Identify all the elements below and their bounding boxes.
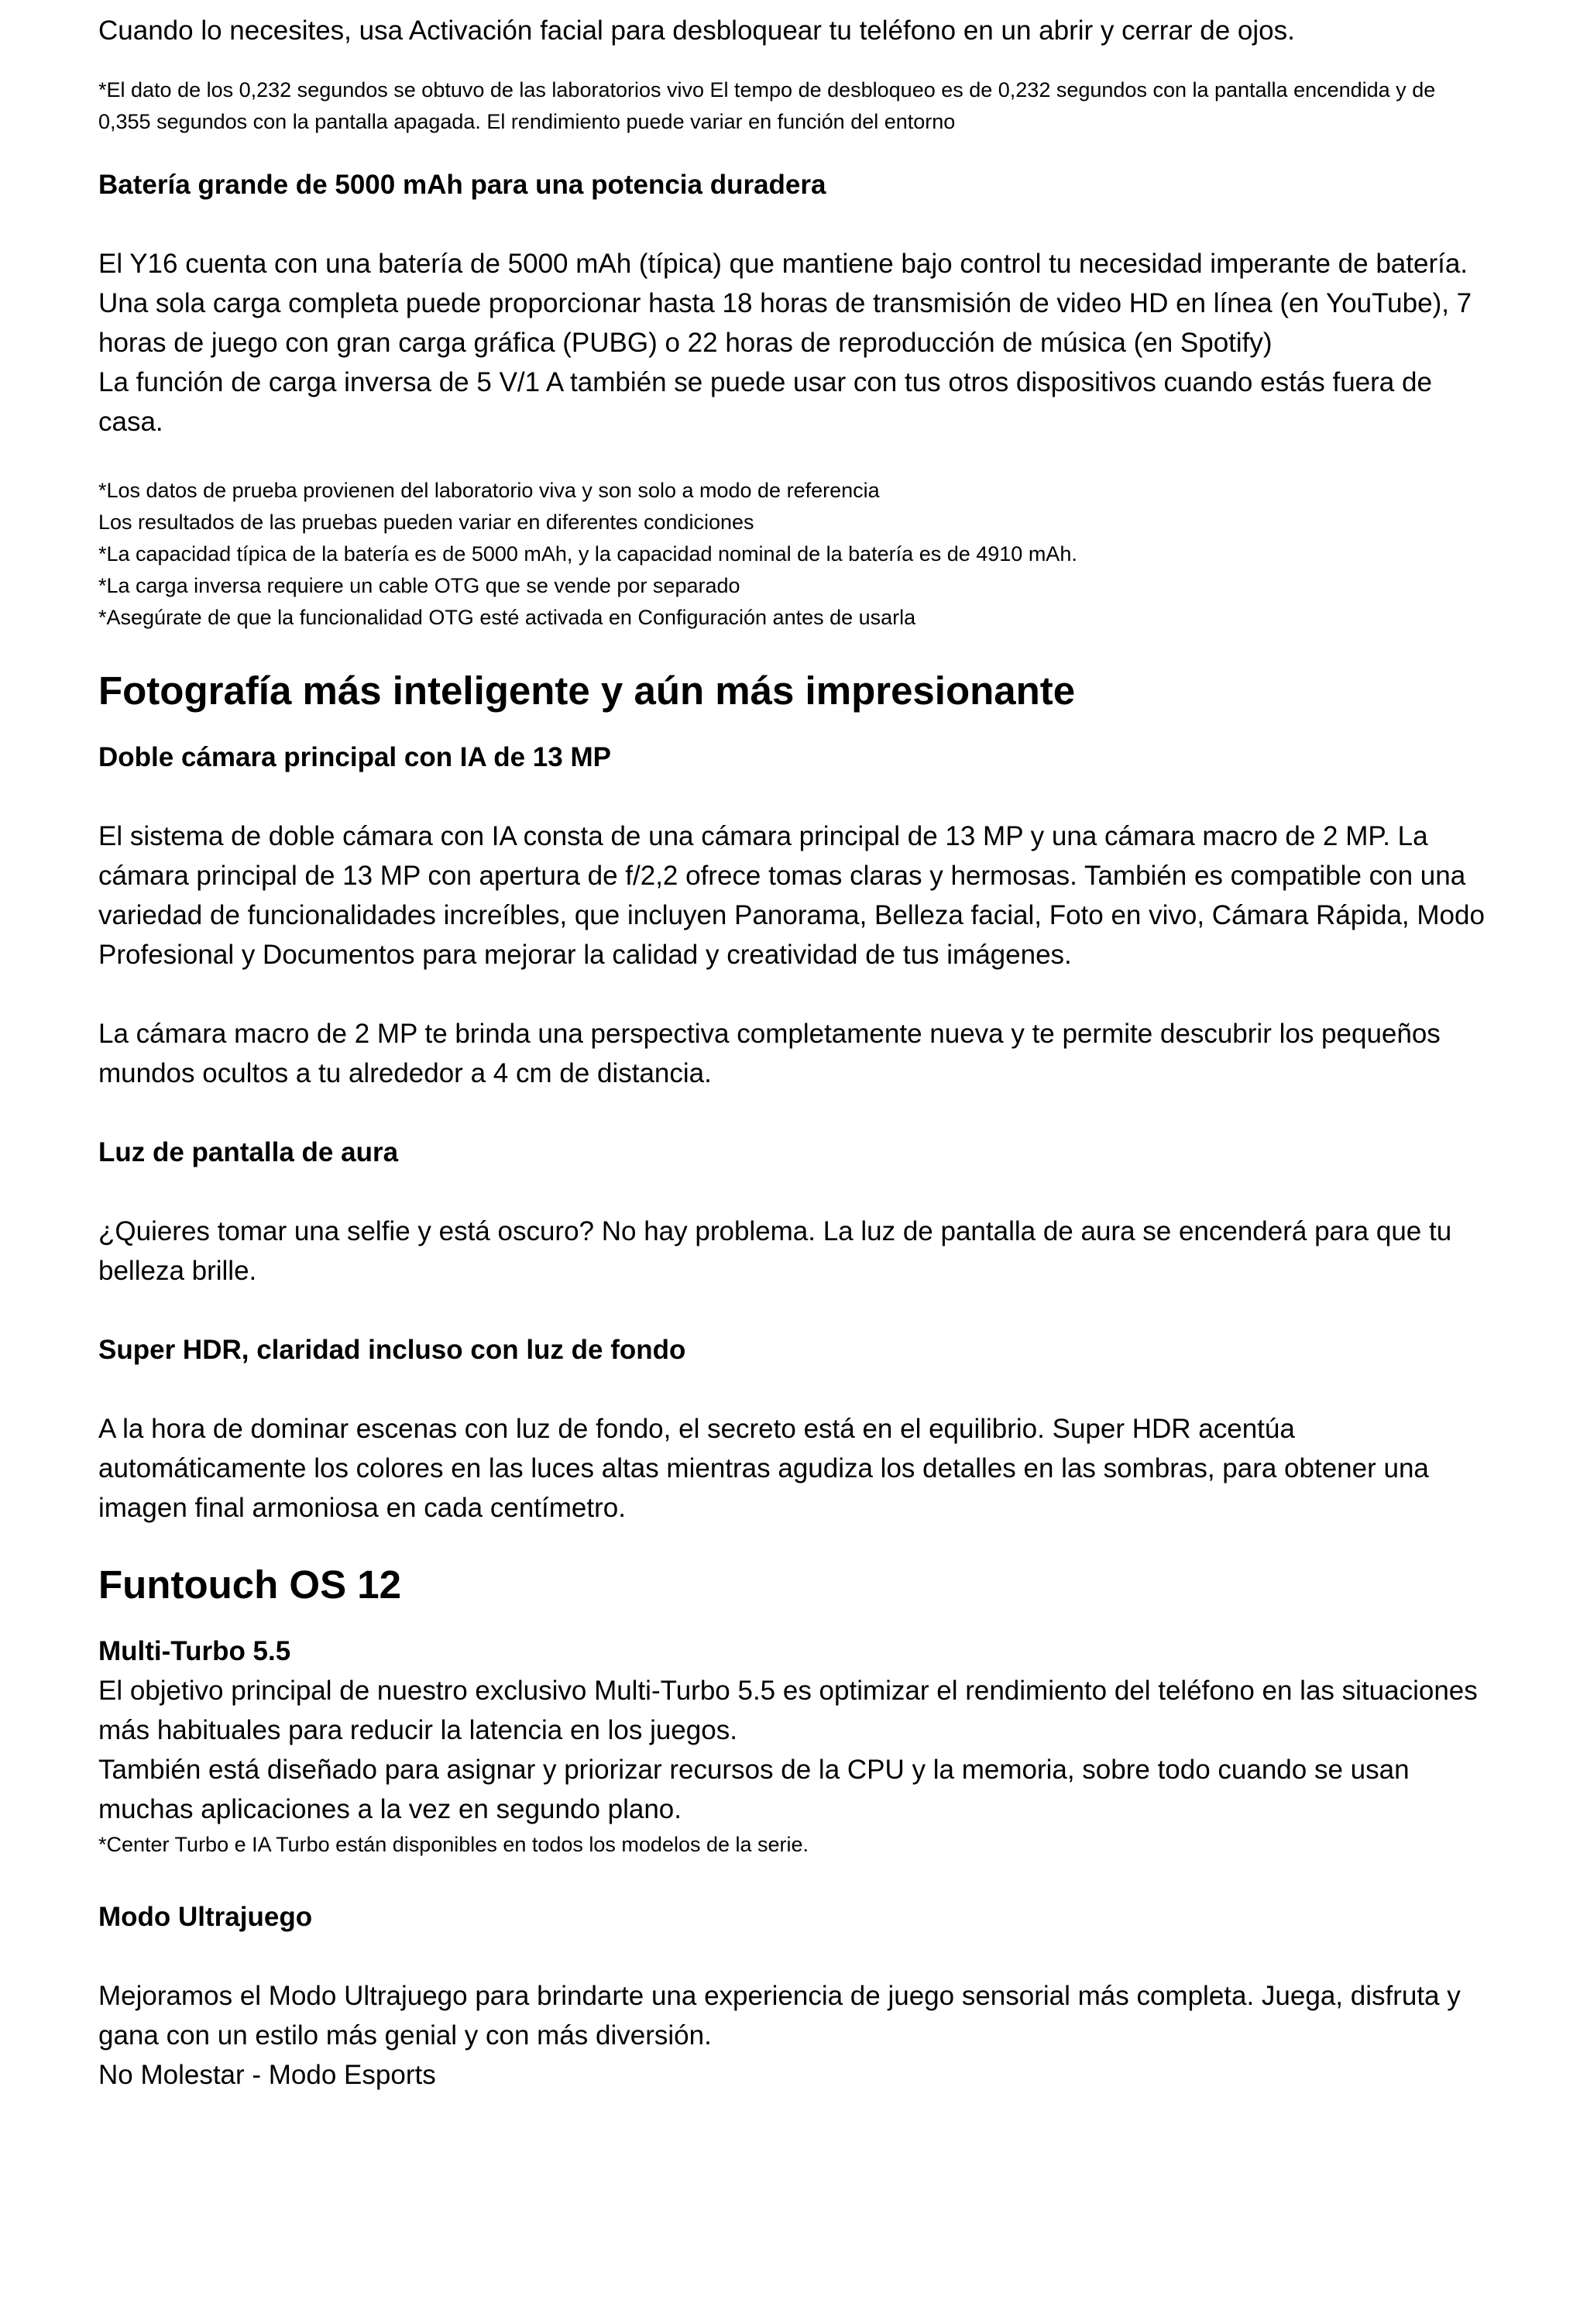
camera-paragraph-1: El sistema de doble cámara con IA consta de una cámara principal de 13 MP y una cámara macro de 2 MP. La cámara principal de 13 MP con apertura de f/2,2 ofrece tomas claras y hermosas. También es compatible con una variedad de funcionalidades increíbles, que incluyen Panorama, Belleza facial, Foto en vivo, Cámara Rápida, Modo Profesional y Documentos para mejorar la calidad y creatividad de tus imágenes. — [98, 821, 1485, 970]
aura-subheading: Luz de pantalla de aura — [98, 1137, 399, 1167]
battery-subheading: Batería grande de 5000 mAh para una potencia duradera — [98, 170, 826, 200]
funtouch-heading: Funtouch OS 12 — [98, 1563, 402, 1607]
faceunlock-paragraph: Cuando lo necesites, usa Activación facial para desbloquear tu teléfono en un abrir y cerrar de ojos. — [98, 15, 1295, 46]
battery-footnote: *Los datos de prueba provienen del laboratorio viva y son solo a modo de referencia — [98, 479, 880, 502]
photography-heading: Fotografía más inteligente y aún más impresionante — [98, 669, 1076, 713]
faceunlock-footnote: *El dato de los 0,232 segundos se obtuvo de las laboratorios vivo El tempo de desbloqueo es de 0,232 segundos con la pantalla encendida y de 0,355 segundos con la pantalla apagada. El rendimiento puede variar en función del entorno — [98, 78, 1436, 133]
battery-paragraph-1: El Y16 cuenta con una batería de 5000 mAh (típica) que mantiene bajo control tu necesidad imperante de batería. Una sola carga completa puede proporcionar hasta 18 horas de transmisión de video HD en línea (en YouTube), 7 horas de juego con gran carga gráfica (PUBG) o 22 horas de reproducción de música (en Spotify) — [98, 249, 1472, 358]
ultragame-paragraph: Mejoramos el Modo Ultrajuego para brindarte una experiencia de juego sensorial más completa. Juega, disfruta y gana con un estilo más genial y con más diversión. — [98, 1981, 1461, 2051]
battery-footnotes — [98, 475, 1492, 634]
camera-paragraph-2: La cámara macro de 2 MP te brinda una perspectiva completamente nueva y te permite descubrir los pequeños mundos ocultos a tu alrededor a 4 cm de distancia. — [98, 1019, 1441, 1088]
battery-paragraph-2: La función de carga inversa de 5 V/1 A también se puede usar con tus otros dispositivos cuando estás fuera de casa. — [98, 367, 1432, 437]
battery-footnote: Los resultados de las pruebas pueden variar en diferentes condiciones — [98, 511, 754, 534]
multiturbo-footnote: *Center Turbo e IA Turbo están disponibles en todos los modelos de la serie. — [98, 1833, 809, 1856]
camera-subheading: Doble cámara principal con IA de 13 MP — [98, 742, 611, 772]
hdr-subheading: Super HDR, claridad incluso con luz de fondo — [98, 1335, 686, 1365]
esports-line: No Molestar - Modo Esports — [98, 2060, 436, 2090]
multiturbo-paragraph-1: El objetivo principal de nuestro exclusivo Multi-Turbo 5.5 es optimizar el rendimiento del teléfono en las situaciones más habituales para reducir la latencia en los juegos. — [98, 1676, 1478, 1745]
multiturbo-subheading: Multi-Turbo 5.5 — [98, 1636, 291, 1666]
battery-footnote: *La capacidad típica de la batería es de 5000 mAh, y la capacidad nominal de la batería es de 4910 mAh. — [98, 542, 1077, 566]
multiturbo-paragraph-2: También está diseñado para asignar y priorizar recursos de la CPU y la memoria, sobre todo cuando se usan muchas aplicaciones a la vez en segundo plano. — [98, 1755, 1410, 1824]
document-page — [98, 0, 1492, 2095]
hdr-paragraph: A la hora de dominar escenas con luz de fondo, el secreto está en el equilibrio. Super HDR acentúa automáticamente los colores en las luces altas mientras agudiza los detalles en las sombras, para obtener una imagen final armoniosa en cada centímetro. — [98, 1414, 1429, 1523]
battery-footnote: *Asegúrate de que la funcionalidad OTG esté activada en Configuración antes de usarla — [98, 606, 916, 629]
aura-paragraph: ¿Quieres tomar una selfie y está oscuro? No hay problema. La luz de pantalla de aura se encenderá para que tu belleza brille. — [98, 1216, 1452, 1286]
ultragame-subheading: Modo Ultrajuego — [98, 1902, 313, 1932]
battery-footnote: *La carga inversa requiere un cable OTG que se vende por separado — [98, 574, 740, 597]
